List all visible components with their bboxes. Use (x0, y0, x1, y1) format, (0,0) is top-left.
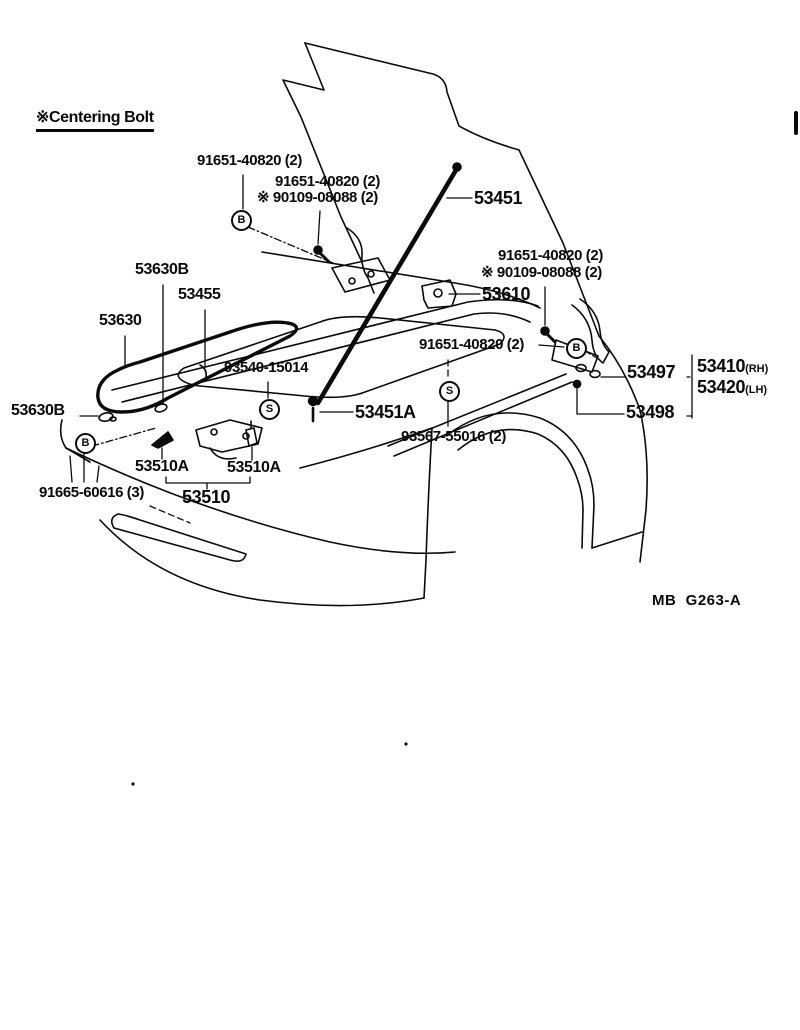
circled-b-marker: B (566, 338, 587, 359)
part-label-stay-holder: 53455 (178, 286, 221, 303)
circled-b-marker: B (231, 210, 252, 231)
circled-s-marker: S (259, 399, 280, 420)
part-label-nut-hinge-left: ※ 90109-08088 (2) (257, 189, 378, 206)
fender-art (388, 336, 647, 598)
part-label-stay-grommet: 53451A (355, 402, 416, 422)
hinge-lh-number: 53420 (697, 377, 746, 397)
circled-b-marker: B (75, 433, 96, 454)
left-hinge-art (314, 228, 390, 293)
centering-bolt-note: ※Centering Bolt (36, 110, 154, 132)
clip-glyphs (98, 365, 257, 448)
part-label-pad-clip: 93567-55016 (2) (401, 428, 506, 445)
hinge-rh-side: (RH) (745, 363, 769, 375)
hinge-lh-side: (LH) (745, 384, 768, 396)
part-label-bolt-hinge-left: 91651-40820 (2) (275, 173, 380, 190)
part-label-lock-clip-1: 53510A (135, 458, 189, 475)
part-label-rod-support: 93540-15014 (224, 359, 309, 376)
front-body-art (61, 420, 455, 606)
part-label-lock-bolt: 91665-60616 (3) (39, 484, 144, 501)
figure-code: MB G263-A (652, 592, 742, 609)
part-label-bolt-top-left: 91651-40820 (2) (197, 152, 302, 169)
part-label-seal-clip-top: 53630B (135, 261, 189, 278)
part-label-lock-striker: 53610 (482, 284, 531, 304)
part-label-nut-hinge-right: ※ 90109-08088 (2) (481, 264, 602, 281)
part-label-hinge-bolt: 53498 (626, 402, 675, 422)
circled-s-marker: S (439, 381, 460, 402)
part-label-hinge-lh (697, 378, 767, 396)
part-label-bolt-hinge-right-b: 91651-40820 (2) (419, 336, 524, 353)
part-label-hinge-clip: 53497 (627, 362, 676, 382)
part-label-hinge-rh (697, 357, 768, 375)
part-label-hood-lock: 53510 (182, 487, 231, 507)
hinge-rh-number: 53410 (697, 356, 746, 376)
part-label-lock-clip-2: 53510A (227, 459, 281, 476)
part-label-hood-stay: 53451 (474, 188, 523, 208)
part-label-seal-clip-left: 53630B (11, 402, 65, 419)
part-label-bolt-hinge-right: 91651-40820 (2) (498, 247, 603, 264)
part-label-hood-seal: 53630 (99, 312, 142, 329)
